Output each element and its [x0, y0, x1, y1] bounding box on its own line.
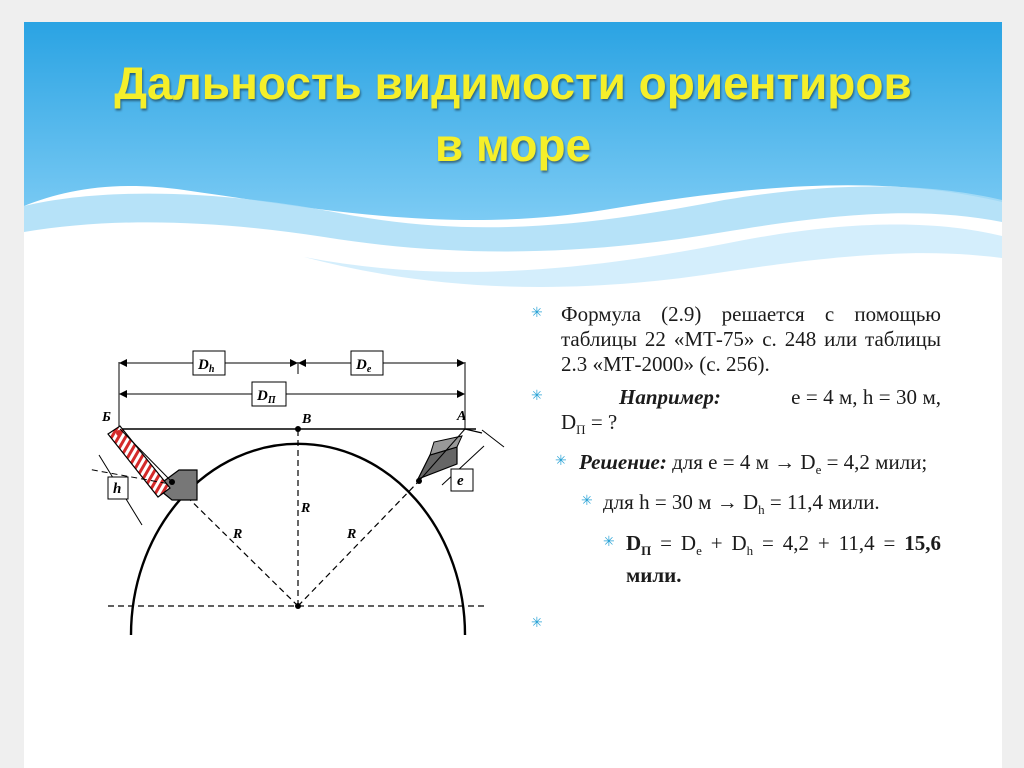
label-h: h: [113, 481, 122, 497]
title-line-1: Дальность видимости ориентиров: [114, 57, 912, 109]
label-b: B: [302, 412, 312, 427]
bullet-dh: ✳ для h = 30 $м \to D_h = 11,4$ мили.: [531, 490, 941, 522]
bullet-solution: ✳ Решение: для e = 4 $м \to D_e = 4,2$ мили;: [531, 450, 941, 482]
label-e: e: [457, 473, 464, 489]
title-line-2: в море: [434, 119, 592, 171]
bullet-empty: [531, 612, 941, 632]
label-b-cyr: Б: [102, 410, 111, 425]
slide: [24, 22, 1002, 768]
label-dh: $D_h$: [198, 357, 215, 375]
label-a: A: [457, 409, 467, 424]
bullet-example: ✳ Например: e = 4 м, h = 30 м, $D_П$ = ?: [531, 385, 941, 442]
horizon-diagram: [90, 340, 510, 640]
label-dp: $D_П$: [257, 388, 276, 406]
label-r-right: R: [347, 527, 357, 542]
slide-title: [24, 52, 1002, 176]
label-r-left: R: [233, 527, 243, 542]
label-de: $D_e$: [356, 357, 372, 375]
label-r-vertical: R: [301, 501, 311, 516]
bullet-formula: ✳ Формула (2.9) решается с помощью таблицы 22 «МТ-75» с. 248 или таблицы 2.3 «МТ-2000» (с. 256).: [531, 302, 941, 377]
text-block: [531, 302, 941, 640]
bullet-result: ✳ $D_П = D_e + D_h = 4,2 + 11,4 = 15,6$ мили.: [531, 531, 941, 588]
radius-right: [298, 481, 419, 606]
